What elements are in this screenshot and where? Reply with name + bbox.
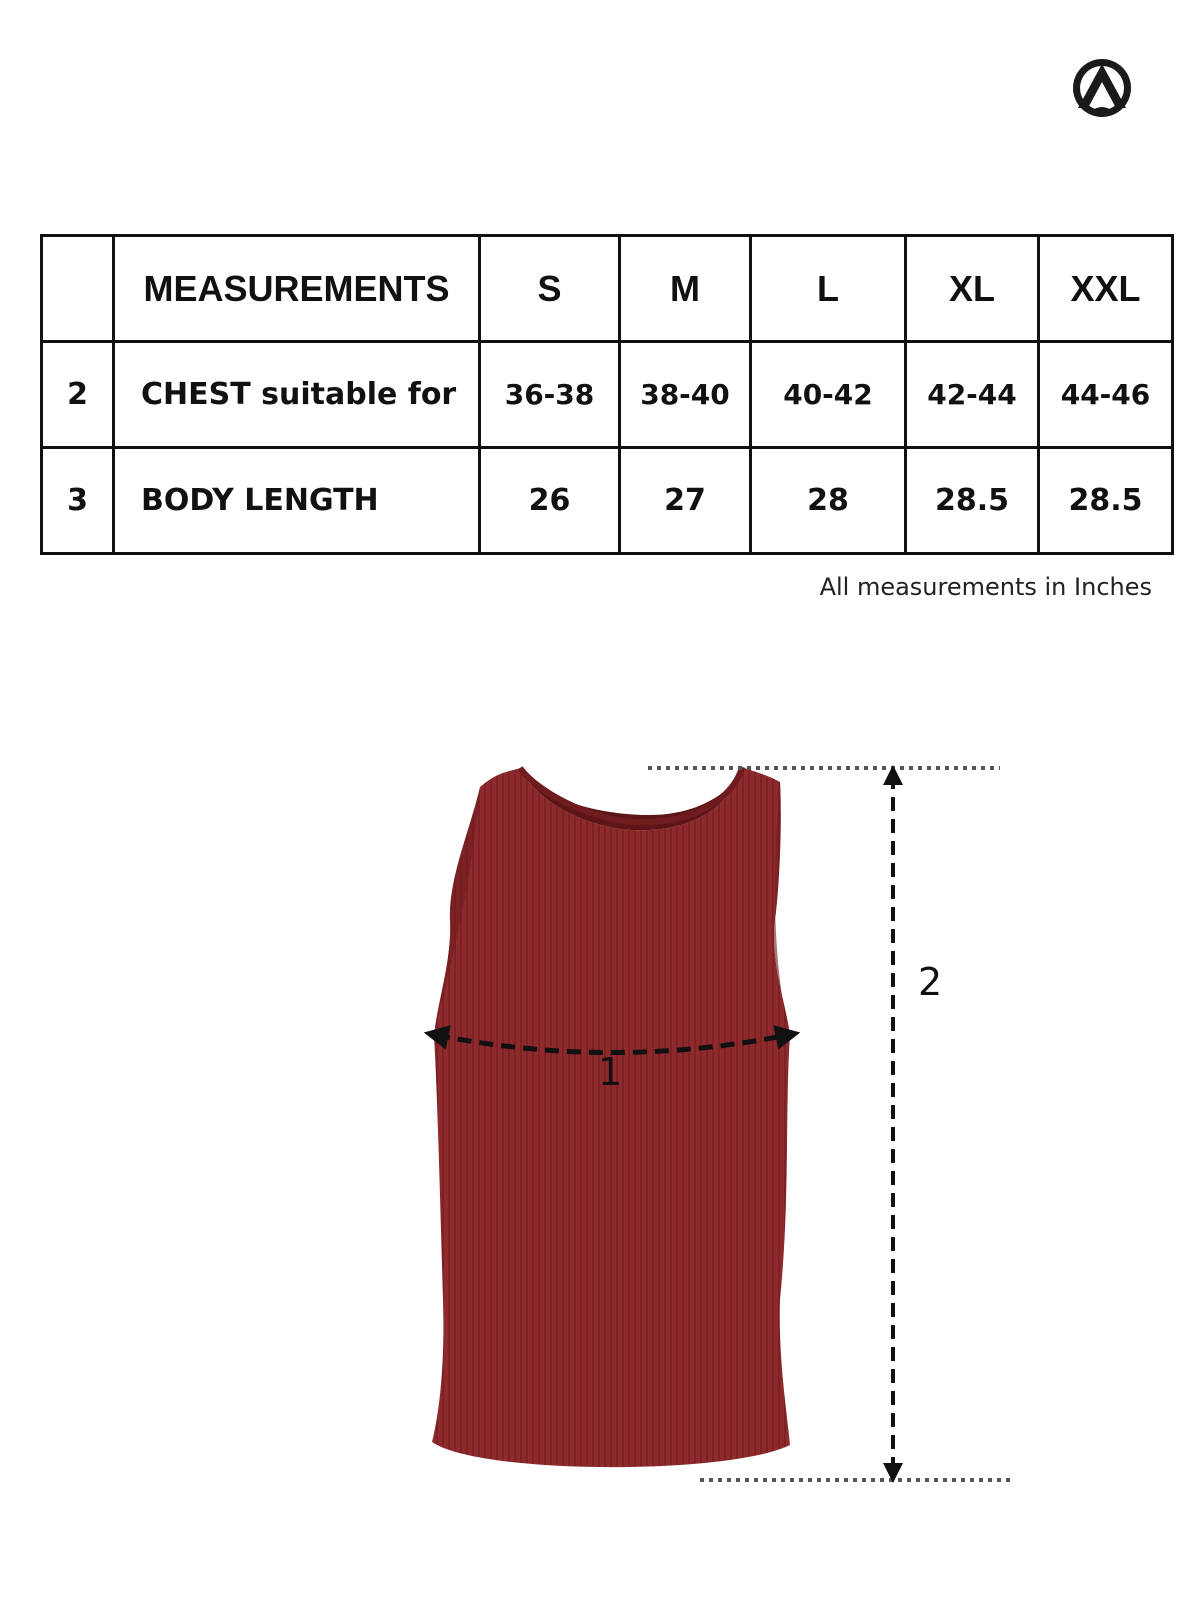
table-cell: 36-38 xyxy=(480,342,620,448)
measurement-unit-note: All measurements in Inches xyxy=(819,573,1152,601)
table-cell: 28.5 xyxy=(1039,448,1173,554)
table-cell: 26 xyxy=(480,448,620,554)
header-size-l: L xyxy=(751,236,906,342)
row-index: 3 xyxy=(42,448,114,554)
row-label: CHEST suitable for xyxy=(114,342,480,448)
length-measure-label: 2 xyxy=(918,960,943,1004)
row-index: 2 xyxy=(42,342,114,448)
table-cell: 28 xyxy=(751,448,906,554)
table-cell: 27 xyxy=(620,448,751,554)
tank-top-body xyxy=(432,767,790,1467)
table-cell: 40-42 xyxy=(751,342,906,448)
table-cell: 38-40 xyxy=(620,342,751,448)
row-label: BODY LENGTH xyxy=(114,448,480,554)
header-measurements-cell: MEASUREMENTS xyxy=(114,236,480,342)
header-size-m: M xyxy=(620,236,751,342)
header-size-xxl: XXL xyxy=(1039,236,1173,342)
header-size-s: S xyxy=(480,236,620,342)
table-cell: 44-46 xyxy=(1039,342,1173,448)
header-size-xl: XL xyxy=(906,236,1039,342)
table-cell: 28.5 xyxy=(906,448,1039,554)
chest-measure-label: 1 xyxy=(598,1050,623,1094)
table-cell: 42-44 xyxy=(906,342,1039,448)
